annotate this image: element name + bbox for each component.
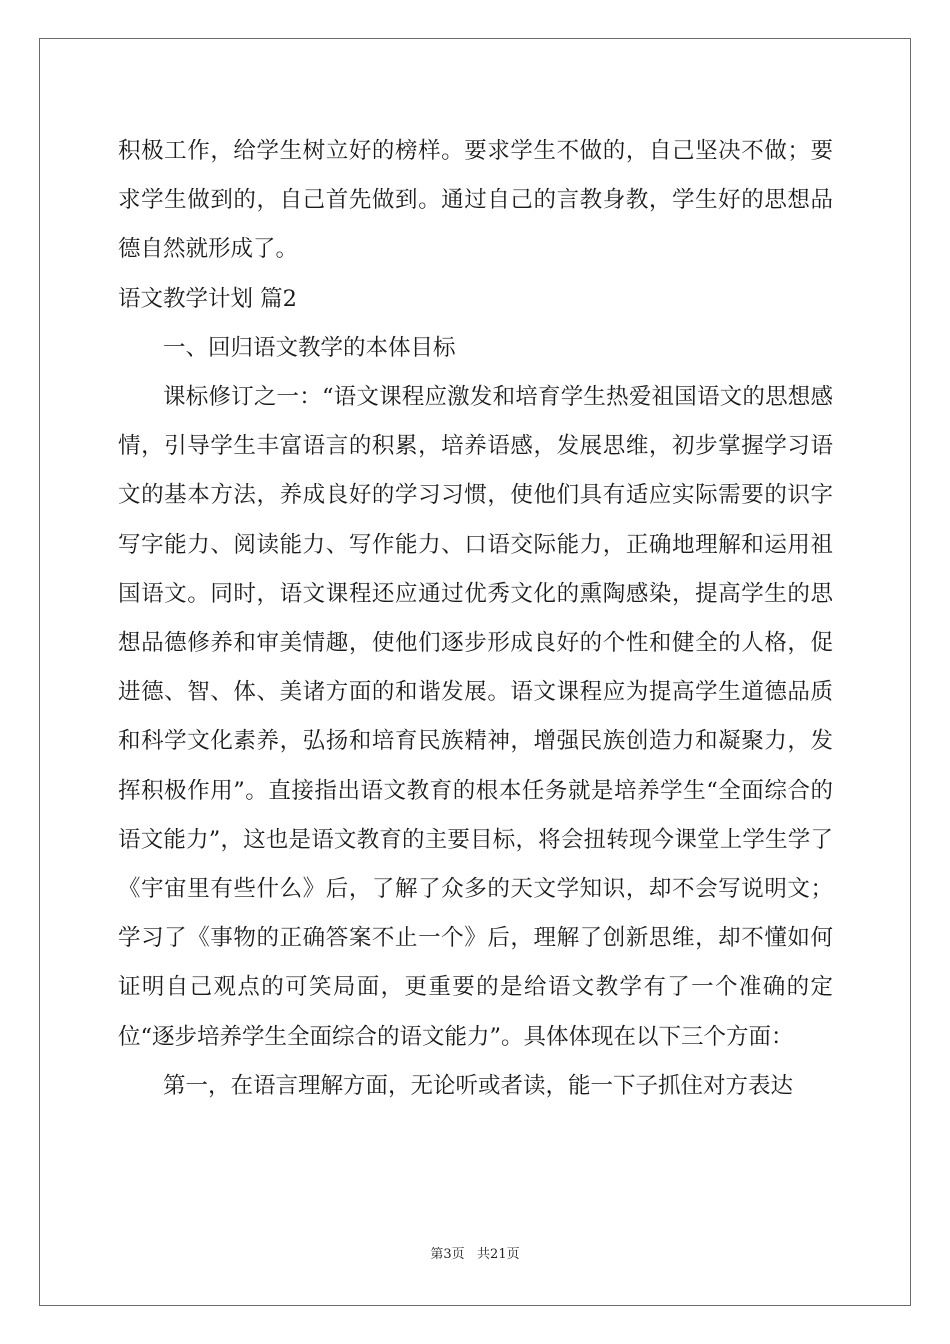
section-heading: 语文教学计划 篇2 <box>118 285 297 312</box>
paragraph-continuation: 积极工作，给学生树立好的榜样。要求学生不做的，自己坚决不做；要求学生做到的，自己首先做到。通过自己的言教身教，学生好的思想品德自然就形成了。 <box>118 138 833 263</box>
subsection-heading: 一、回归语文教学的本体目标 <box>163 334 456 361</box>
paragraph-language-understanding: 第一，在语言理解方面，无论听或者读，能一下子抓住对方表达 <box>163 1072 794 1099</box>
document-body <box>118 127 833 1111</box>
paragraph-curriculum-standard: 课标修订之一：“语文课程应激发和培育学生热爱祖国语文的思想感情，引导学生丰富语言的积累，培养语感，发展思维，初步掌握学习语文的基本方法，养成良好的学习习惯，使他们具有适应实际需要的识字写字能力、阅读能力、写作能力、口语交际能力，正确地理解和运用祖国语文。同时，语文课程还应通过优秀文化的熏陶感染，提高学生的思想品德修养和审美情趣，使他们逐步形成良好的个性和健全的人格，促进德、智、体、美诸方面的和谐发展。语文课程应为提高学生道德品质和科学文化素养，弘扬和培育民族精神，增强民族创造力和凝聚力，发挥积极作用”。直接指出语文教育的根本任务就是培养学生“全面综合的语文能力”，这也是语文教育的主要目标，将会扭转现今课堂上学生学了《宇宙里有些什么》后，了解了众多的天文学知识，却不会写说明文；学习了《事物的正确答案不止一个》后，理解了创新思维，却不懂如何证明自己观点的可笑局面，更重要的是给语文教学有了一个准确的定位“逐步培养学生全面综合的语文能力”。具体体现在以下三个方面： <box>118 384 833 1050</box>
page-number-footer: 第3页 共21页 <box>430 1247 520 1262</box>
